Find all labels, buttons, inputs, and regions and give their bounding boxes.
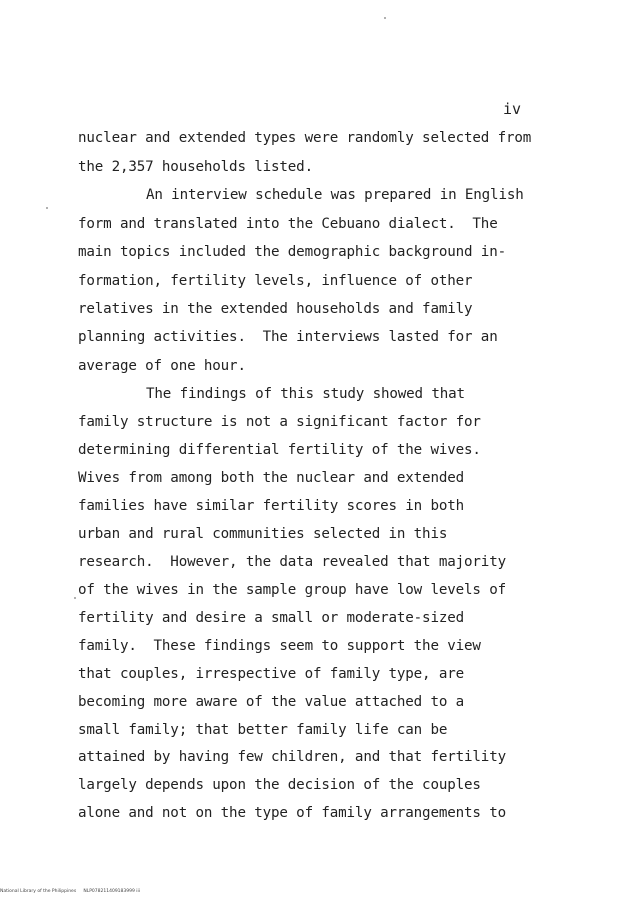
text-line: fertility and desire a small or moderate-sized: [78, 610, 465, 626]
text-line: largely depends upon the decision of the couples: [78, 777, 481, 793]
scan-speck: [74, 597, 76, 599]
text-line: research. However, the data revealed that majority: [78, 554, 506, 570]
text-line: main topics included the demographic background in-: [78, 244, 506, 260]
text-line: Wives from among both the nuclear and extended: [78, 470, 465, 486]
text-line: form and translated into the Cebuano dialect. The: [78, 216, 498, 232]
scan-speck: [384, 17, 386, 19]
text-line: that couples, irrespective of family type, are: [78, 666, 465, 682]
text-line: urban and rural communities selected in this: [78, 526, 448, 542]
text-line: the 2,357 households listed.: [78, 159, 313, 175]
text-line: family. These findings seem to support the view: [78, 638, 481, 654]
scan-speck: [46, 207, 48, 209]
text-line: alone and not on the type of family arrangements to: [78, 805, 506, 821]
text-line: formation, fertility levels, influence of other: [78, 273, 473, 289]
page-number: iv: [503, 100, 522, 118]
text-line: becoming more aware of the value attached to a: [78, 694, 465, 710]
text-line: attained by having few children, and that fertility: [78, 749, 506, 765]
scan-footer: National Library of the Philippines NLP078211409183999 iii: [0, 889, 141, 894]
text-line: planning activities. The interviews lasted for an: [78, 329, 498, 345]
text-line: nuclear and extended types were randomly selected from: [78, 130, 532, 146]
text-line: The findings of this study showed that: [146, 386, 465, 402]
text-line: of the wives in the sample group have low levels of: [78, 582, 506, 598]
text-line: family structure is not a significant factor for: [78, 414, 481, 430]
text-line: relatives in the extended households and family: [78, 301, 473, 317]
text-line: average of one hour.: [78, 358, 246, 374]
text-line: determining differential fertility of the wives.: [78, 442, 481, 458]
text-line: small family; that better family life can be: [78, 722, 448, 738]
text-line: families have similar fertility scores in both: [78, 498, 465, 514]
text-line: An interview schedule was prepared in English: [146, 187, 524, 203]
